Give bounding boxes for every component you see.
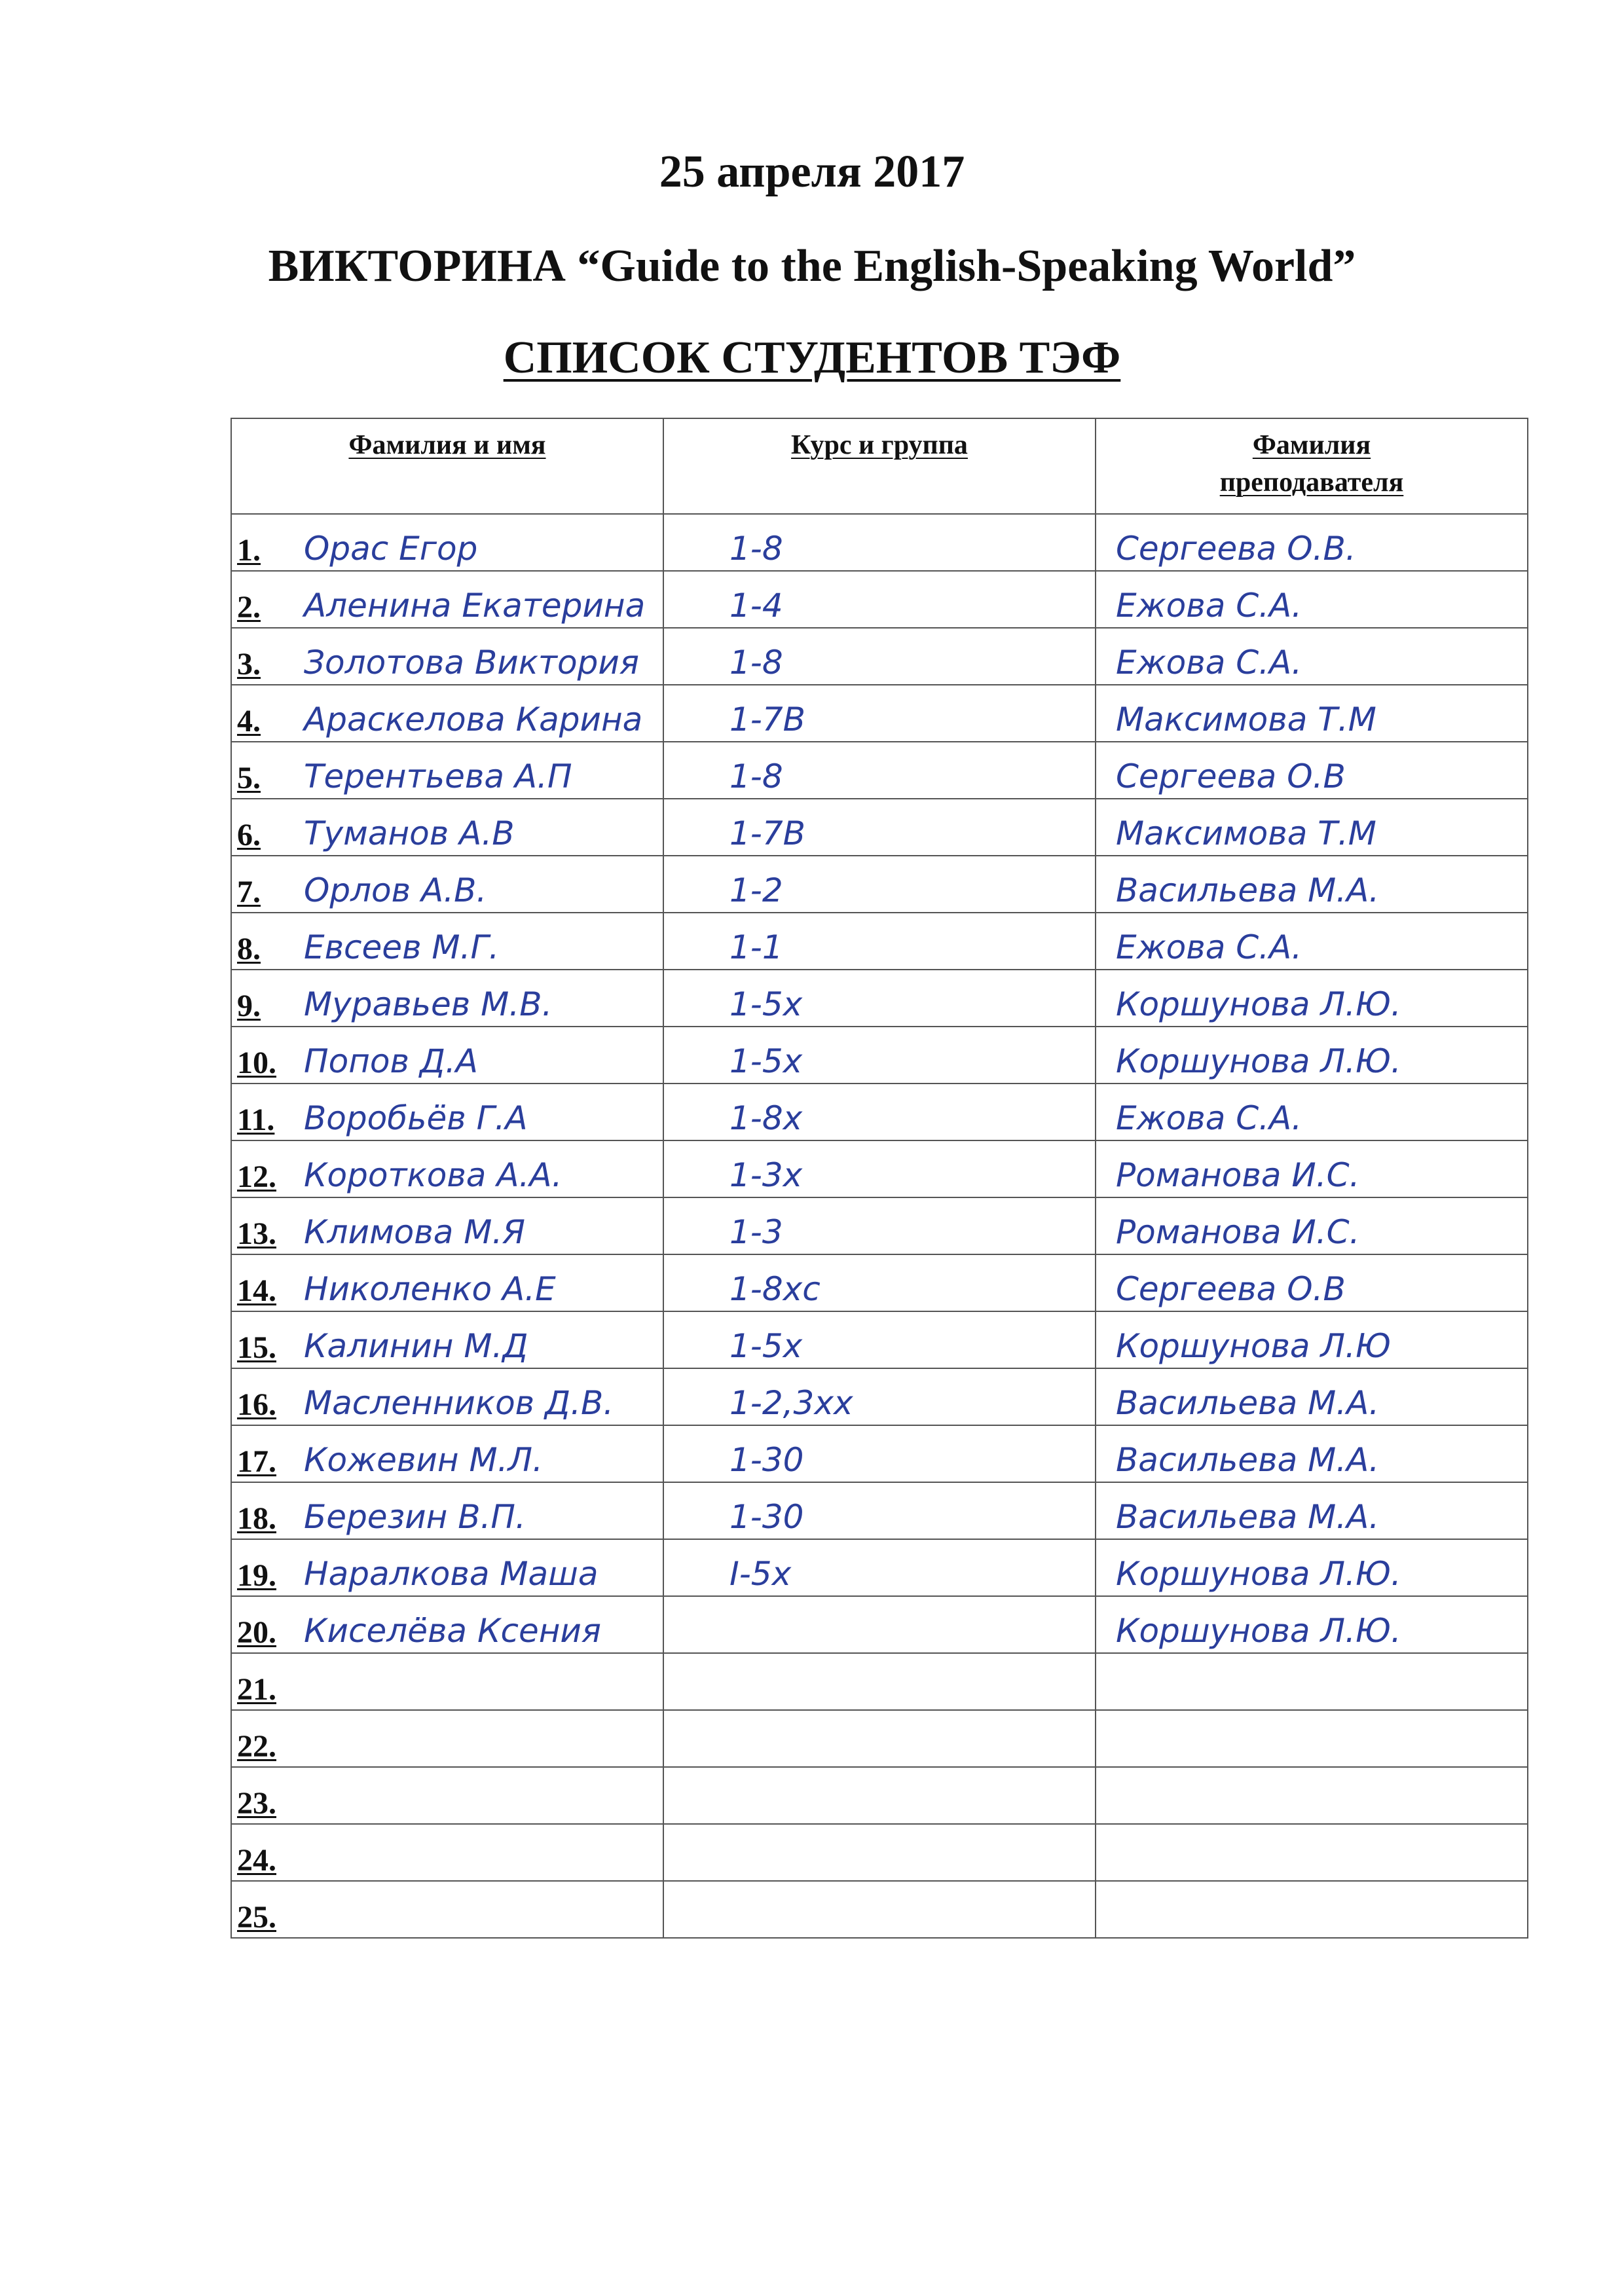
student-name: Наралкова Маша <box>304 1555 599 1593</box>
course-group-cell-inner <box>664 1084 1095 1140</box>
teacher-cell <box>1096 571 1528 628</box>
teacher-name: Максимова Т.М <box>1116 701 1376 738</box>
course-group-cell <box>663 1254 1096 1311</box>
course-group-cell <box>663 514 1096 571</box>
row-number: 11. <box>237 1102 275 1137</box>
student-name-cell-inner <box>232 1141 663 1197</box>
student-name-cell-inner <box>232 1882 663 1937</box>
teacher-cell <box>1096 1311 1528 1368</box>
list-title: СПИСОК СТУДЕНТОВ ТЭФ <box>503 333 1121 383</box>
course-group-cell <box>663 1084 1096 1140</box>
teacher-cell <box>1096 856 1528 913</box>
student-name-cell-inner <box>232 1255 663 1311</box>
row-number: 15. <box>237 1330 276 1365</box>
row-number: 20. <box>237 1615 276 1650</box>
table-row <box>231 1539 1528 1596</box>
row-number: 19. <box>237 1558 276 1593</box>
course-group-cell-inner <box>664 685 1095 741</box>
teacher-cell <box>1096 1197 1528 1254</box>
course-group-cell-inner <box>664 1711 1095 1766</box>
student-name: Муравьев М.В. <box>304 985 553 1023</box>
teacher-name: Васильева М.А. <box>1116 1498 1380 1536</box>
teacher-cell <box>1096 685 1528 742</box>
course-group-cell-inner <box>664 629 1095 684</box>
table-row <box>231 1197 1528 1254</box>
teacher-cell <box>1096 1482 1528 1539</box>
student-name: Попов Д.А <box>304 1042 478 1080</box>
document-date: 25 апреля 2017 <box>659 147 965 197</box>
student-name-cell-inner <box>232 1825 663 1880</box>
student-name-cell <box>231 1254 663 1311</box>
student-name-cell-inner <box>232 742 663 798</box>
course-group-cell-inner <box>664 1597 1095 1652</box>
student-name: Золотова Виктория <box>304 644 639 682</box>
student-name-cell <box>231 856 663 913</box>
teacher-name: Ежова С.А. <box>1116 928 1302 966</box>
table-row <box>231 856 1528 913</box>
teacher-cell <box>1096 970 1528 1027</box>
student-name: Орас Егор <box>304 530 478 568</box>
student-name-cell <box>231 1084 663 1140</box>
teacher-cell-inner <box>1096 1711 1527 1766</box>
teacher-cell <box>1096 1027 1528 1084</box>
teacher-cell-inner <box>1096 1483 1527 1539</box>
teacher-cell <box>1096 1881 1528 1938</box>
teacher-cell-inner <box>1096 1882 1527 1937</box>
teacher-cell-inner <box>1096 1369 1527 1425</box>
student-name-cell <box>231 1767 663 1824</box>
course-group: 1-3x <box>729 1156 803 1194</box>
student-name-cell <box>231 1824 663 1881</box>
teacher-cell <box>1096 514 1528 571</box>
student-name: Орлов А.В. <box>304 871 487 909</box>
course-group-cell-inner <box>664 1483 1095 1539</box>
student-name-cell-inner <box>232 1426 663 1482</box>
row-number: 7. <box>237 875 261 909</box>
course-group-cell-inner <box>664 1255 1095 1311</box>
course-group-cell-inner <box>664 515 1095 570</box>
course-group-cell <box>663 1027 1096 1084</box>
row-number: 6. <box>237 818 261 852</box>
teacher-cell <box>1096 742 1528 799</box>
course-group: 1-3 <box>729 1213 783 1251</box>
teacher-cell <box>1096 1368 1528 1425</box>
teacher-cell-inner <box>1096 1198 1527 1254</box>
teacher-name: Ежова С.А. <box>1116 587 1302 625</box>
student-name-cell-inner <box>232 1369 663 1425</box>
teacher-cell-inner <box>1096 1027 1527 1083</box>
course-group: 1-8 <box>729 757 783 795</box>
student-name-cell-inner <box>232 1312 663 1368</box>
course-group-cell <box>663 1767 1096 1824</box>
table-row <box>231 571 1528 628</box>
student-name-cell-inner <box>232 1597 663 1652</box>
row-number: 13. <box>237 1216 276 1251</box>
table-row <box>231 1027 1528 1084</box>
row-number: 25. <box>237 1900 276 1935</box>
student-name-cell-inner <box>232 515 663 570</box>
course-group-cell <box>663 1482 1096 1539</box>
teacher-cell-inner <box>1096 572 1527 627</box>
course-group: 1-5x <box>729 1327 803 1365</box>
row-number: 2. <box>237 590 261 625</box>
teacher-name: Коршунова Л.Ю. <box>1116 985 1401 1023</box>
student-name-cell <box>231 1539 663 1596</box>
teacher-cell-inner <box>1096 1654 1527 1709</box>
course-group-cell <box>663 1197 1096 1254</box>
course-group-cell-inner <box>664 913 1095 969</box>
teacher-cell <box>1096 1710 1528 1767</box>
teacher-name: Васильева М.А. <box>1116 1441 1380 1479</box>
student-name: Аленина Екатерина <box>304 587 646 625</box>
student-name-cell <box>231 1027 663 1084</box>
teacher-cell-inner <box>1096 685 1527 741</box>
teacher-cell-inner <box>1096 913 1527 969</box>
course-group-cell <box>663 628 1096 685</box>
row-number: 21. <box>237 1672 276 1707</box>
student-name: Климова М.Я <box>304 1213 526 1251</box>
teacher-cell-inner <box>1096 1825 1527 1880</box>
course-group-cell <box>663 1710 1096 1767</box>
teacher-cell <box>1096 1539 1528 1596</box>
teacher-cell-inner <box>1096 1426 1527 1482</box>
teacher-cell <box>1096 799 1528 856</box>
course-group-cell-inner <box>664 742 1095 798</box>
row-number: 17. <box>237 1444 276 1479</box>
student-name-cell <box>231 685 663 742</box>
student-list-table <box>231 418 1528 1939</box>
course-group-cell-inner <box>664 970 1095 1026</box>
course-group: 1-5x <box>729 985 803 1023</box>
table-body <box>231 514 1528 1938</box>
row-number: 5. <box>237 761 261 795</box>
student-name-cell <box>231 799 663 856</box>
row-number: 14. <box>237 1273 276 1308</box>
teacher-name: Васильева М.А. <box>1116 871 1380 909</box>
course-group-cell <box>663 856 1096 913</box>
course-group-cell-inner <box>664 1426 1095 1482</box>
teacher-cell-inner <box>1096 515 1527 570</box>
teacher-cell-inner <box>1096 1084 1527 1140</box>
course-group-cell <box>663 685 1096 742</box>
student-name-cell-inner <box>232 572 663 627</box>
row-number: 4. <box>237 704 261 738</box>
row-number: 24. <box>237 1843 276 1878</box>
course-group-cell <box>663 1425 1096 1482</box>
course-group: 1-1 <box>729 928 783 966</box>
teacher-name: Романова И.С. <box>1116 1213 1360 1251</box>
student-name: Киселёва Ксения <box>304 1612 601 1650</box>
student-name: Воробьёв Г.А <box>304 1099 528 1137</box>
table-row <box>231 1140 1528 1197</box>
table-row <box>231 799 1528 856</box>
course-group-cell <box>663 799 1096 856</box>
student-name-cell-inner <box>232 1084 663 1140</box>
course-group: 1-8xc <box>729 1270 821 1308</box>
course-group: 1-4 <box>729 587 783 625</box>
course-group-cell-inner <box>664 1768 1095 1823</box>
row-number: 18. <box>237 1501 276 1536</box>
table-row <box>231 742 1528 799</box>
course-group-cell-inner <box>664 1141 1095 1197</box>
student-name-cell-inner <box>232 1540 663 1595</box>
teacher-cell <box>1096 1425 1528 1482</box>
row-number: 16. <box>237 1387 276 1422</box>
student-name: Масленников Д.В. <box>304 1384 614 1422</box>
course-group: 1-2,3xx <box>729 1384 853 1422</box>
course-group: 1-2 <box>729 871 783 909</box>
table-row <box>231 1425 1528 1482</box>
student-name-cell-inner <box>232 1654 663 1709</box>
teacher-cell-inner <box>1096 1540 1527 1595</box>
row-number: 1. <box>237 533 261 568</box>
course-group-cell <box>663 1653 1096 1710</box>
teacher-name: Максимова Т.М <box>1116 814 1376 852</box>
student-name-cell <box>231 514 663 571</box>
course-group: 1-7В <box>729 701 805 738</box>
table-row <box>231 1881 1528 1938</box>
teacher-cell-inner <box>1096 742 1527 798</box>
teacher-cell-inner <box>1096 1141 1527 1197</box>
teacher-cell-inner <box>1096 1312 1527 1368</box>
course-group: 1-8x <box>729 1099 803 1137</box>
row-number: 12. <box>237 1159 276 1194</box>
table-row <box>231 685 1528 742</box>
teacher-name: Сергеева О.В. <box>1116 530 1356 568</box>
teacher-name: Васильева М.А. <box>1116 1384 1380 1422</box>
course-group-cell <box>663 1140 1096 1197</box>
course-group-cell-inner <box>664 1027 1095 1083</box>
table-row <box>231 913 1528 970</box>
column-header-group: Курс и группа <box>663 418 1096 514</box>
student-name-cell-inner <box>232 1027 663 1083</box>
student-name-cell-inner <box>232 913 663 969</box>
student-name: Короткова А.А. <box>304 1156 563 1194</box>
teacher-cell <box>1096 1824 1528 1881</box>
teacher-cell-inner <box>1096 629 1527 684</box>
course-group-cell-inner <box>664 1882 1095 1937</box>
teacher-cell-inner <box>1096 1255 1527 1311</box>
row-number: 22. <box>237 1729 276 1764</box>
student-name-cell-inner <box>232 629 663 684</box>
student-name: Калинин М.Д <box>304 1327 528 1365</box>
teacher-cell <box>1096 628 1528 685</box>
student-name-cell-inner <box>232 1768 663 1823</box>
student-name: Николенко А.Е <box>304 1270 556 1308</box>
student-name-cell-inner <box>232 856 663 912</box>
student-name-cell-inner <box>232 1711 663 1766</box>
student-name: Туманов А.В <box>304 814 515 852</box>
course-group-cell-inner <box>664 1825 1095 1880</box>
column-header-teacher <box>1096 418 1528 514</box>
teacher-cell-inner <box>1096 856 1527 912</box>
teacher-name: Романова И.С. <box>1116 1156 1360 1194</box>
teacher-name: Коршунова Л.Ю. <box>1116 1042 1401 1080</box>
student-name: Кожевин М.Л. <box>304 1441 543 1479</box>
row-number: 3. <box>237 647 261 682</box>
course-group-cell-inner <box>664 799 1095 855</box>
table-header-row <box>231 418 1528 514</box>
student-name-cell <box>231 913 663 970</box>
table-row <box>231 1311 1528 1368</box>
teacher-cell-inner <box>1096 970 1527 1026</box>
student-name-cell <box>231 1596 663 1653</box>
student-name-cell <box>231 1881 663 1938</box>
teacher-cell <box>1096 1767 1528 1824</box>
table-row <box>231 1254 1528 1311</box>
teacher-cell <box>1096 1254 1528 1311</box>
table-row <box>231 1653 1528 1710</box>
course-group-cell <box>663 1311 1096 1368</box>
table-row <box>231 1482 1528 1539</box>
teacher-name: Ежова С.А. <box>1116 1099 1302 1137</box>
student-name: Евсеев М.Г. <box>304 928 500 966</box>
student-name-cell <box>231 571 663 628</box>
student-name-cell-inner <box>232 685 663 741</box>
course-group: 1-30 <box>729 1498 804 1536</box>
teacher-name: Коршунова Л.Ю. <box>1116 1612 1401 1650</box>
course-group-cell <box>663 1824 1096 1881</box>
table-row <box>231 628 1528 685</box>
row-number: 23. <box>237 1786 276 1821</box>
course-group-cell-inner <box>664 1654 1095 1709</box>
course-group-cell-inner <box>664 1369 1095 1425</box>
table-row <box>231 970 1528 1027</box>
student-name-cell-inner <box>232 1483 663 1539</box>
course-group: I-5x <box>729 1555 792 1593</box>
table-row <box>231 1084 1528 1140</box>
course-group-cell <box>663 742 1096 799</box>
teacher-name: Сергеева О.В <box>1116 1270 1346 1308</box>
course-group-cell-inner <box>664 1312 1095 1368</box>
student-name-cell <box>231 1425 663 1482</box>
course-group-cell <box>663 1368 1096 1425</box>
course-group-cell <box>663 1881 1096 1938</box>
student-name-cell <box>231 628 663 685</box>
student-name: Терентьева А.П <box>304 757 572 795</box>
course-group: 1-8 <box>729 530 783 568</box>
student-name-cell <box>231 1653 663 1710</box>
teacher-cell <box>1096 913 1528 970</box>
course-group: 1-5x <box>729 1042 803 1080</box>
course-group-cell-inner <box>664 1198 1095 1254</box>
student-name-cell <box>231 1482 663 1539</box>
student-name-cell <box>231 1311 663 1368</box>
row-number: 9. <box>237 989 261 1023</box>
table-row <box>231 1710 1528 1767</box>
table-row <box>231 1596 1528 1653</box>
teacher-name: Коршунова Л.Ю. <box>1116 1555 1401 1593</box>
quiz-title: ВИКТОРИНА “Guide to the English-Speaking World” <box>268 241 1356 291</box>
course-group: 1-7В <box>729 814 805 852</box>
student-name: Березин В.П. <box>304 1498 526 1536</box>
student-name-cell <box>231 970 663 1027</box>
table-row <box>231 1368 1528 1425</box>
teacher-name: Ежова С.А. <box>1116 644 1302 682</box>
table-row <box>231 514 1528 571</box>
student-name-cell <box>231 1197 663 1254</box>
teacher-cell <box>1096 1140 1528 1197</box>
teacher-cell-inner <box>1096 1768 1527 1823</box>
course-group: 1-8 <box>729 644 783 682</box>
course-group-cell-inner <box>664 1540 1095 1595</box>
student-name: Араскелова Карина <box>304 701 643 738</box>
teacher-cell <box>1096 1596 1528 1653</box>
course-group-cell <box>663 571 1096 628</box>
course-group-cell <box>663 1539 1096 1596</box>
course-group-cell <box>663 970 1096 1027</box>
teacher-name: Сергеева О.В <box>1116 757 1346 795</box>
row-number: 10. <box>237 1046 276 1080</box>
student-name-cell-inner <box>232 1198 663 1254</box>
column-header-name: Фамилия и имя <box>231 418 663 514</box>
row-number: 8. <box>237 932 261 966</box>
student-name-cell-inner <box>232 799 663 855</box>
student-name-cell <box>231 1368 663 1425</box>
column-header-teacher-label: Фамилия преподавателя <box>1219 430 1404 498</box>
course-group-cell <box>663 913 1096 970</box>
teacher-cell-inner <box>1096 1597 1527 1652</box>
table-row <box>231 1767 1528 1824</box>
student-name-cell-inner <box>232 970 663 1026</box>
course-group-cell-inner <box>664 572 1095 627</box>
student-name-cell <box>231 1140 663 1197</box>
table-row <box>231 1824 1528 1881</box>
student-name-cell <box>231 742 663 799</box>
course-group-cell-inner <box>664 856 1095 912</box>
teacher-cell-inner <box>1096 799 1527 855</box>
teacher-cell <box>1096 1084 1528 1140</box>
teacher-cell <box>1096 1653 1528 1710</box>
course-group-cell <box>663 1596 1096 1653</box>
teacher-name: Коршунова Л.Ю <box>1116 1327 1391 1365</box>
student-name-cell <box>231 1710 663 1767</box>
course-group: 1-30 <box>729 1441 804 1479</box>
